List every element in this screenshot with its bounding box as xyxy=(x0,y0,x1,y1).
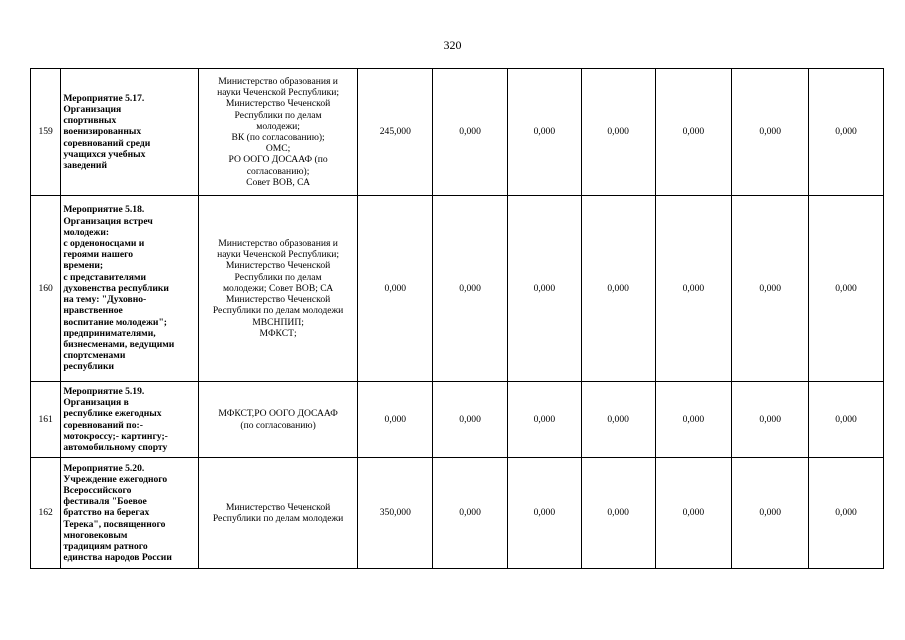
measure-title-line: братство на берегах xyxy=(63,507,150,519)
executor-line: МФКСТ,РО ООГО ДОСААФ xyxy=(218,408,338,420)
measure-title-line: Мероприятие 5.20. xyxy=(63,462,145,474)
measure-title-line: традициям ратного xyxy=(63,541,148,552)
responsible-executors xyxy=(198,382,358,458)
funding-value: 0,000 xyxy=(581,196,655,382)
executor-line: согласованию); xyxy=(246,165,310,177)
funding-value: 350,000 xyxy=(358,458,433,569)
executor-line: (по согласованию) xyxy=(240,419,316,431)
table-row xyxy=(31,196,884,382)
funding-value: 0,000 xyxy=(655,382,732,458)
page-number: 320 xyxy=(443,38,462,52)
measure-title xyxy=(61,196,198,382)
table-row xyxy=(31,458,884,569)
funding-value: 0,000 xyxy=(433,196,508,382)
measure-title-line: времени; xyxy=(63,260,104,272)
funding-value: 0,000 xyxy=(732,382,809,458)
funding-value: 0,000 xyxy=(358,196,433,382)
executor-line: ОМС; xyxy=(265,143,291,155)
funding-value: 0,000 xyxy=(581,382,655,458)
measure-title-line: военизированных xyxy=(63,126,142,138)
row-number: 159 xyxy=(31,69,61,196)
measure-title xyxy=(61,69,198,196)
measure-title-line: с орденоносцами и xyxy=(63,238,145,250)
funding-value: 0,000 xyxy=(358,382,433,458)
funding-value: 0,000 xyxy=(507,458,581,569)
row-number: 162 xyxy=(31,458,61,569)
funding-value: 0,000 xyxy=(433,382,508,458)
funding-value: 0,000 xyxy=(581,458,655,569)
funding-value: 0,000 xyxy=(809,69,884,196)
measure-title-line: на тему: "Духовно- xyxy=(63,294,147,306)
measure-title-line: Терека", посвященного xyxy=(63,518,166,530)
measure-title-line: молодежи: xyxy=(63,226,110,238)
measure-title-line: предпринимателями, xyxy=(63,327,156,339)
funding-value: 0,000 xyxy=(655,458,732,569)
measure-title-line: учащихся учебных xyxy=(63,148,146,160)
executor-line: молодежи; Совет ВОВ; СА xyxy=(222,282,334,294)
measure-title-line: с представителями xyxy=(63,271,147,283)
funding-value: 0,000 xyxy=(507,196,581,382)
measures-table xyxy=(30,68,884,569)
table-row xyxy=(31,69,884,196)
funding-value: 0,000 xyxy=(732,458,809,569)
funding-value: 0,000 xyxy=(433,458,508,569)
executor-line: Республики по делам молодежи xyxy=(212,513,344,524)
measure-title-line: спортивных xyxy=(63,115,117,127)
executor-line: Министерство Чеченской xyxy=(225,501,331,513)
measure-title-line: нравственное xyxy=(63,305,123,317)
measure-title-line: Организация в xyxy=(63,397,129,409)
measure-title-line: Мероприятие 5.19. xyxy=(63,385,145,397)
responsible-executors xyxy=(198,458,358,569)
measure-title-line: бизнесменами, ведущими xyxy=(63,338,175,350)
measure-title-line: фестиваля "Боевое xyxy=(63,496,147,508)
executor-line: науки Чеченской Республики; xyxy=(217,87,340,99)
measure-title-line: соревнований по:- xyxy=(63,419,143,431)
funding-value: 0,000 xyxy=(809,196,884,382)
funding-value: 0,000 xyxy=(507,382,581,458)
measure-title-line: Всероссийского xyxy=(63,484,132,496)
executor-line: МФКСТ; xyxy=(259,327,297,339)
funding-value: 0,000 xyxy=(655,69,732,196)
measure-title-line: героями нашего xyxy=(63,249,133,261)
measure-title-line: Организация встреч xyxy=(63,215,153,227)
measure-title-line: духовенства республики xyxy=(63,282,169,294)
measure-title-line: республике ежегодных xyxy=(63,408,162,420)
executor-line: Министерство Чеченской xyxy=(225,260,331,272)
executor-line: МВСНПИП; xyxy=(252,316,304,328)
executor-line: Министерство Чеченской xyxy=(225,98,331,110)
measure-title-line: автомобильному спорту xyxy=(63,441,168,453)
executor-line: Республики по делам xyxy=(234,271,322,283)
funding-value: 0,000 xyxy=(809,458,884,569)
executor-line: Республики по делам xyxy=(234,109,322,121)
measure-title-line: Учреждение ежегодного xyxy=(63,473,168,485)
responsible-executors xyxy=(198,69,358,196)
executor-line: молодежи; xyxy=(256,120,300,132)
measure-title-line: мотокроссу;- картингу;- xyxy=(63,430,168,442)
executor-line: РО ООГО ДОСААФ (по xyxy=(228,154,328,166)
funding-value: 0,000 xyxy=(433,69,508,196)
funding-value: 0,000 xyxy=(655,196,732,382)
measure-title-line: Мероприятие 5.17. xyxy=(63,92,145,104)
funding-value: 245,000 xyxy=(358,69,433,196)
measure-title-line: единства народов России xyxy=(63,552,172,564)
funding-value: 0,000 xyxy=(732,196,809,382)
executor-line: Министерство образования и xyxy=(218,75,338,87)
measure-title-line: соревнований среди xyxy=(63,137,151,149)
row-number: 160 xyxy=(31,196,61,382)
executor-line: Республики по делам молодежи xyxy=(212,305,344,317)
measure-title xyxy=(61,382,198,458)
funding-value: 0,000 xyxy=(732,69,809,196)
table-row xyxy=(31,382,884,458)
funding-value: 0,000 xyxy=(507,69,581,196)
executor-line: Министерство образования и xyxy=(218,238,338,250)
responsible-executors xyxy=(198,196,358,382)
executor-line: науки Чеченской Республики; xyxy=(217,249,340,261)
measure-title-line: спортсменами xyxy=(63,350,126,362)
measure-title-line: воспитание молодежи"; xyxy=(63,316,167,328)
measure-title-line: многовековым xyxy=(63,529,128,541)
measure-title-line: Организация xyxy=(63,103,122,115)
executor-line: Совет ВОВ, СА xyxy=(246,176,311,188)
executor-line: Министерство Чеченской xyxy=(225,294,331,306)
row-number: 161 xyxy=(31,382,61,458)
measure-title-line: заведений xyxy=(63,160,107,171)
funding-value: 0,000 xyxy=(809,382,884,458)
measure-title-line: Мероприятие 5.18. xyxy=(63,204,145,216)
measure-title-line: республики xyxy=(63,361,115,373)
funding-value: 0,000 xyxy=(581,69,655,196)
executor-line: ВК (по согласованию); xyxy=(231,132,325,143)
measure-title xyxy=(61,458,198,569)
